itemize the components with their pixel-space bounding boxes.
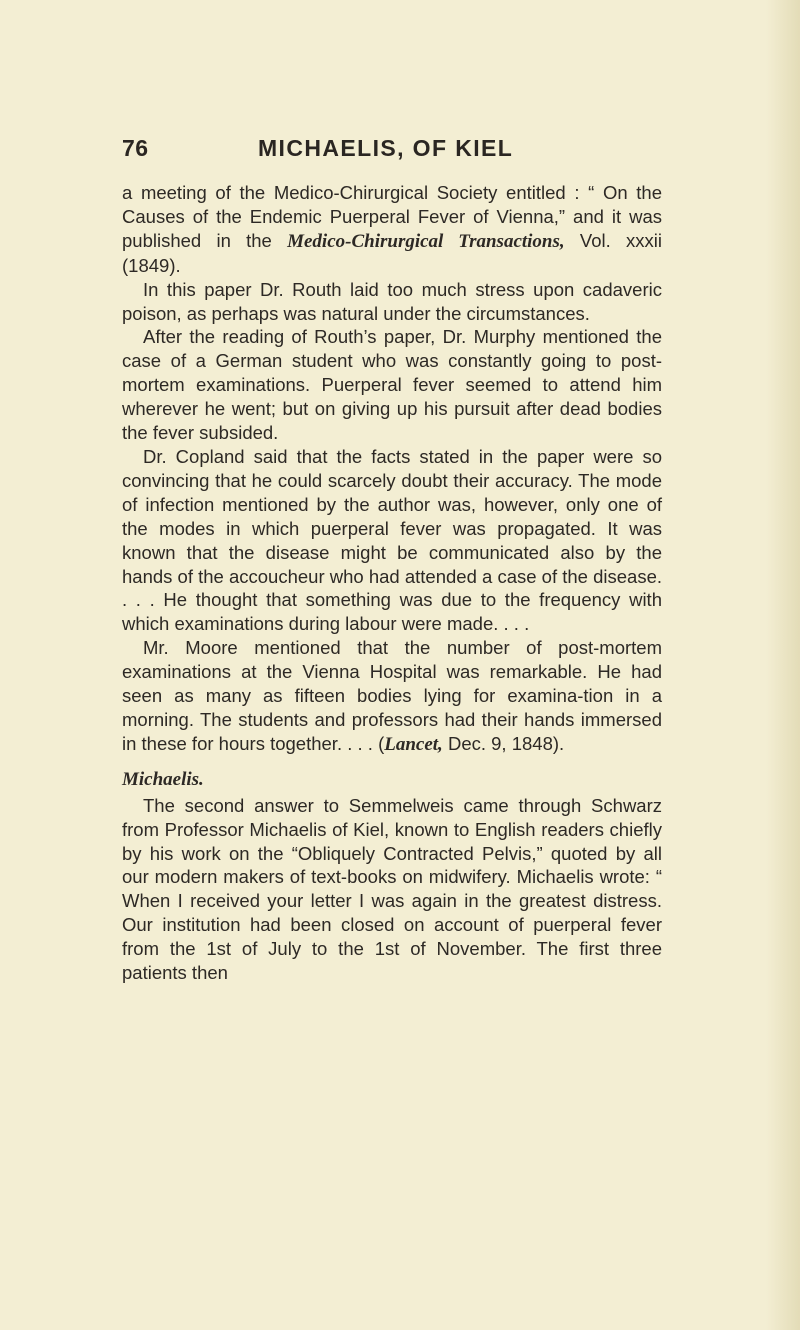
paragraph-1-text: a meeting of the Medico-Chirurgical Society entitled : “ On the Causes of the Endemic Puerperal Fever of Vienna,” and it was published in the (122, 182, 662, 251)
paragraph-4: Dr. Copland said that the facts stated in the paper were so convincing that he could scarcely doubt their accuracy. The mode of infection mentioned by the author was, however, only one of the modes in which puerperal fever was propagated. It was known that the disease might be communicated also by the hands of the accoucheur who had attended a case of the disease. . . . He thought that something was due to the frequency with which examinations during labour were made. . . . (122, 445, 662, 635)
paragraph-3: After the reading of Routh’s paper, Dr. Murphy mentioned the case of a German student who was constantly going to post-mortem examinations. Puerperal fever seemed to attend him wherever he went; but on giving up his pursuit after dead bodies the fever subsided. (122, 326, 662, 444)
page-header (0, 135, 800, 165)
paragraph-6: The second answer to Semmelweis came through Schwarz from Professor Michaelis of Kiel, known to English readers chiefly by his work on the “Obliquely Contracted Pelvis,” quoted by all our modern makers of text-books on midwifery. Michaelis wrote: “ When I received your letter I was again in the greatest distress. Our institution had been closed on account of puerperal fever from the 1st of July to the 1st of November. The first three patients then (122, 794, 662, 984)
paragraph-5-tail: Dec. 9, 1848). (442, 732, 565, 754)
page-number: 76 (122, 135, 149, 161)
body-text (122, 181, 662, 985)
section-subhead: Michaelis. (122, 768, 204, 790)
page-edge-shadow (766, 0, 800, 1330)
paragraph-1 (122, 181, 662, 278)
paragraph-2: In this paper Dr. Routh laid too much stress upon cadaveric poison, as perhaps was natural under the circumstances. (122, 278, 662, 324)
source-title: Lancet, (384, 733, 443, 755)
paragraph-5-text: Mr. Moore mentioned that the number of post-mortem examinations at the Vienna Hospital was remarkable. He had seen as many as fifteen bodies lying for examina-tion in a morning. The students and professors had their hands immersed in these for hours together. . . . ( (122, 637, 662, 754)
running-head: MICHAELIS, OF KIEL (258, 135, 514, 161)
journal-title: Medico-Chirurgical Transactions, (287, 230, 565, 252)
paragraph-1-tail: Vol. xxxii (1849). (122, 229, 662, 276)
paragraph-5 (122, 636, 662, 757)
